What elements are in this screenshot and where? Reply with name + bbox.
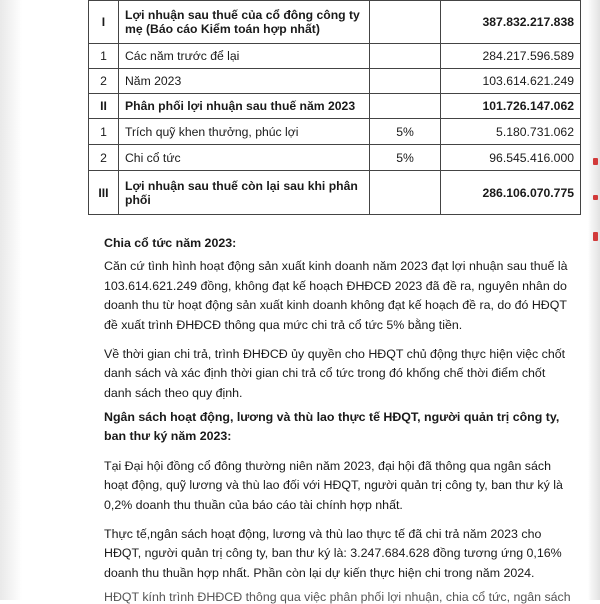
row-percent [370,1,441,44]
row-percent [370,69,441,94]
row-number: II [89,94,119,119]
row-number: 1 [89,44,119,69]
row-percent [370,171,441,215]
row-percent: 5% [370,119,441,145]
dividend-paragraph: Căn cứ tình hình hoạt động sản xuất kinh doanh năm 2023 đạt lợi nhuận sau thuế là 103.614.621.249 đồng, không đạt kế hoạch ĐHĐCĐ 2023 đã đề ra, nguyên nhân do doanh thu từ hoạt động sản xuất kinh doanh không đạt kế hoạch đề ra, do đó HĐQT đề xuất trình ĐHĐCĐ thông qua mức chi trả cổ tức 5% bằng tiền. [104,259,568,332]
table-row [89,171,581,215]
row-label: Lợi nhuận sau thuế còn lại sau khi phân phối [119,171,370,215]
budget-section [104,408,574,583]
row-label: Chi cổ tức [119,145,370,171]
row-percent [370,44,441,69]
row-amount: 286.106.070.775 [441,171,581,215]
budget-actual-paragraph: Thực tế,ngân sách hoạt động, lương và thù lao thực tế đã chi trả năm 2023 cho HĐQT, người quản trị công ty, ban thư ký là: 3.247.684.628 đồng tương ứng 0,16% doanh thu thuần hợp nhất. Phần còn lại dự kiến thực hiện chi trong năm 2024. [104,527,562,580]
row-amount: 101.726.147.062 [441,94,581,119]
row-amount: 284.217.596.589 [441,44,581,69]
dividend-section [104,234,574,403]
dividend-heading: Chia cổ tức năm 2023: [104,236,237,250]
row-percent: 5% [370,145,441,171]
table-row [89,119,581,145]
red-mark [593,195,598,200]
scan-edge-left [0,0,22,600]
red-mark [593,232,598,241]
row-amount: 5.180.731.062 [441,119,581,145]
table-row [89,44,581,69]
table-row [89,69,581,94]
table-row [89,94,581,119]
row-label: Phân phối lợi nhuận sau thuế năm 2023 [119,94,370,119]
row-number: 1 [89,119,119,145]
row-percent [370,94,441,119]
scan-edge-right [588,0,600,600]
row-number: 2 [89,145,119,171]
dividend-payment-paragraph: Về thời gian chi trả, trình ĐHĐCĐ ủy quyền cho HĐQT chủ động thực hiện việc chốt danh sách và xác định thời gian chi trả cổ tức trong đó khống chế thời điểm chốt danh sách theo quy định. [104,347,566,400]
row-number: I [89,1,119,44]
table-row [89,1,581,44]
row-label: Lợi nhuận sau thuế của cổ đông công ty mẹ (Báo cáo Kiểm toán hợp nhất) [119,1,370,44]
row-label: Các năm trước để lại [119,44,370,69]
row-number: 2 [89,69,119,94]
budget-heading: Ngân sách hoạt động, lương và thù lao thực tế HĐQT, người quản trị công ty, ban thư ký năm 2023: [104,410,560,444]
row-label: Năm 2023 [119,69,370,94]
row-amount: 103.614.621.249 [441,69,581,94]
profit-distribution-table [88,0,581,215]
row-amount: 96.545.416.000 [441,145,581,171]
row-amount: 387.832.217.838 [441,1,581,44]
budget-paragraph: Tại Đại hội đồng cổ đông thường niên năm 2023, đại hội đã thông qua ngân sách hoạt động, quỹ lương và thù lao đối với HĐQT, người quản trị công ty, ban thư ký là 0,2% doanh thu thuần của báo cáo tài chính hợp nhất. [104,458,563,512]
cut-off-line: HĐQT kính trình ĐHĐCĐ thông qua việc phân phối lợi nhuận, chia cổ tức, ngân sách [104,590,571,604]
red-mark [593,158,598,165]
table-row [89,145,581,171]
row-number: III [89,171,119,215]
row-label: Trích quỹ khen thưởng, phúc lợi [119,119,370,145]
